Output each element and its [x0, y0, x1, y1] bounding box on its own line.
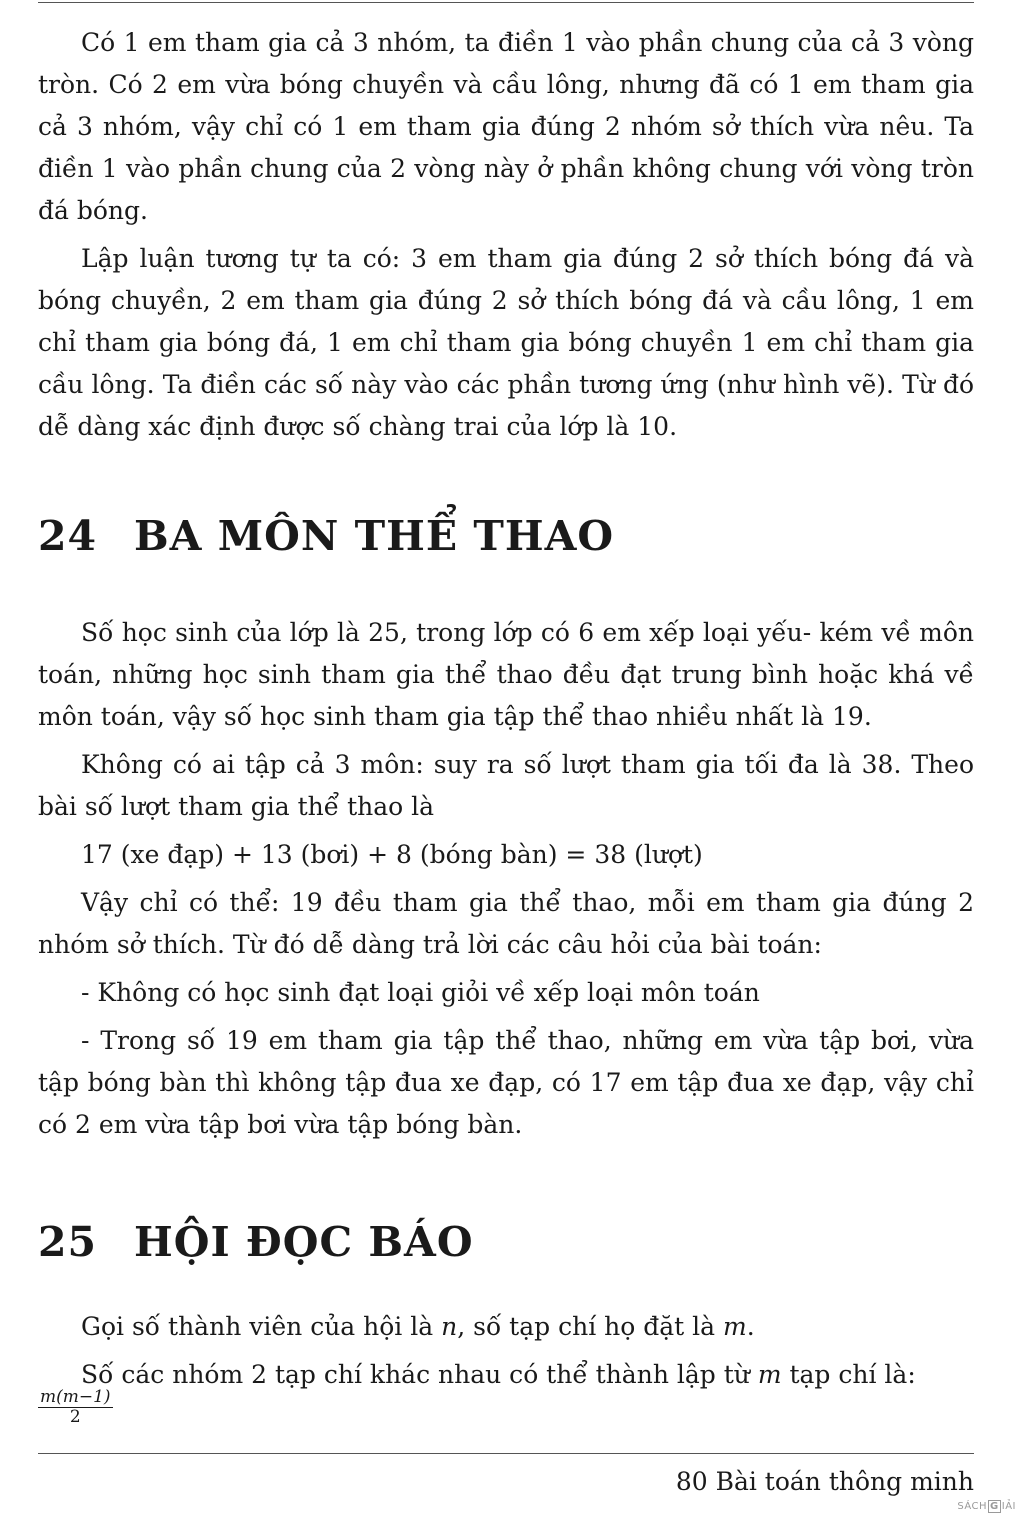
- fraction-m-choose-2: [38, 1388, 113, 1427]
- paragraph-venn-conclusion: Lập luận tương tự ta có: 3 em tham gia đúng 2 sở thích bóng đá và bóng chuyền, 2 em tham gia đúng 2 sở thích bóng đá và cầu lông, 1 em chỉ tham gia bóng đá, 1 em chỉ tham gia bóng chuyền 1 em chỉ tham gia cầu lông. Ta điền các số này vào các phần tương ứng (như hình vẽ). Từ đó dễ dàng xác định được số chàng trai của lớp là 10.: [38, 244, 974, 441]
- variable-m: m: [757, 1360, 782, 1389]
- section-24-paragraph-2: Không có ai tập cả 3 môn: suy ra số lượt tham gia tối đa là 38. Theo bài số lượt tham gia thể thao là: [38, 750, 974, 821]
- top-rule: [38, 2, 974, 3]
- section-24-bullet-1: - Không có học sinh đạt loại giỏi về xếp loại môn toán: [81, 978, 760, 1007]
- text-run: Gọi số thành viên của hội là: [81, 1312, 442, 1341]
- text-run: , số tạp chí họ đặt là: [457, 1312, 723, 1341]
- section-25-heading: [38, 1212, 974, 1272]
- page-content: [38, 22, 974, 1427]
- variable-n: n: [441, 1312, 458, 1341]
- section-24-number: 24: [38, 512, 98, 560]
- text-run: .: [746, 1312, 755, 1341]
- section-25-title: HỘI ĐỌC BÁO: [134, 1218, 474, 1266]
- fraction-denominator: 2: [69, 1407, 81, 1427]
- watermark-box: G: [990, 1501, 999, 1512]
- paragraph-venn-common: Có 1 em tham gia cả 3 nhóm, ta điền 1 vào phần chung của cả 3 vòng tròn. Có 2 em vừa bóng chuyền và cầu lông, nhưng đã có 1 em tham gia cả 3 nhóm, vậy chỉ có 1 em tham gia đúng 2 nhóm sở thích vừa nêu. Ta điền 1 vào phần chung của 2 vòng này ở phần không chung với vòng tròn đá bóng.: [38, 28, 974, 225]
- section-24-heading: [38, 506, 974, 566]
- section-24-bullet-2: - Trong số 19 em tham gia tập thể thao, những em vừa tập bơi, vừa tập bóng bàn thì không tập đua xe đạp, có 17 em tập đua xe đạp, vậy chỉ có 2 em vừa tập bơi vừa tập bóng bàn.: [38, 1026, 974, 1139]
- fraction-numerator: m(m−1): [40, 1387, 111, 1407]
- footer-book-title: 80 Bài toán thông minh: [675, 1467, 974, 1496]
- bottom-rule: [38, 1453, 974, 1454]
- section-24-paragraph-3: Vậy chỉ có thể: 19 đều tham gia thể thao, mỗi em tham gia đúng 2 nhóm sở thích. Từ đó dễ dàng trả lời các câu hỏi của bài toán:: [38, 888, 974, 959]
- section-24-equation: 17 (xe đạp) + 13 (bơi) + 8 (bóng bàn) = 38 (lượt): [81, 840, 703, 869]
- watermark-left: SÁCH: [957, 1501, 988, 1512]
- text-run: Số các nhóm 2 tạp chí khác nhau có thể thành lập từ: [81, 1360, 758, 1389]
- section-24-paragraph-1: Số học sinh của lớp là 25, trong lớp có 6 em xếp loại yếu- kém về môn toán, những học sinh tham gia thể thao đều đạt trung bình hoặc khá về môn toán, vậy số học sinh tham gia tập thể thao nhiều nhất là 19.: [38, 618, 974, 731]
- watermark-logo: [957, 1500, 1016, 1513]
- variable-m: m: [722, 1312, 747, 1341]
- text-run: tạp chí là:: [781, 1360, 916, 1389]
- section-25-paragraph-1: [38, 1306, 974, 1348]
- section-24-title: BA MÔN THỂ THAO: [134, 512, 615, 560]
- section-25-number: 25: [38, 1218, 98, 1266]
- section-25-paragraph-2: [38, 1354, 974, 1396]
- watermark-right: IẢI: [1001, 1501, 1016, 1512]
